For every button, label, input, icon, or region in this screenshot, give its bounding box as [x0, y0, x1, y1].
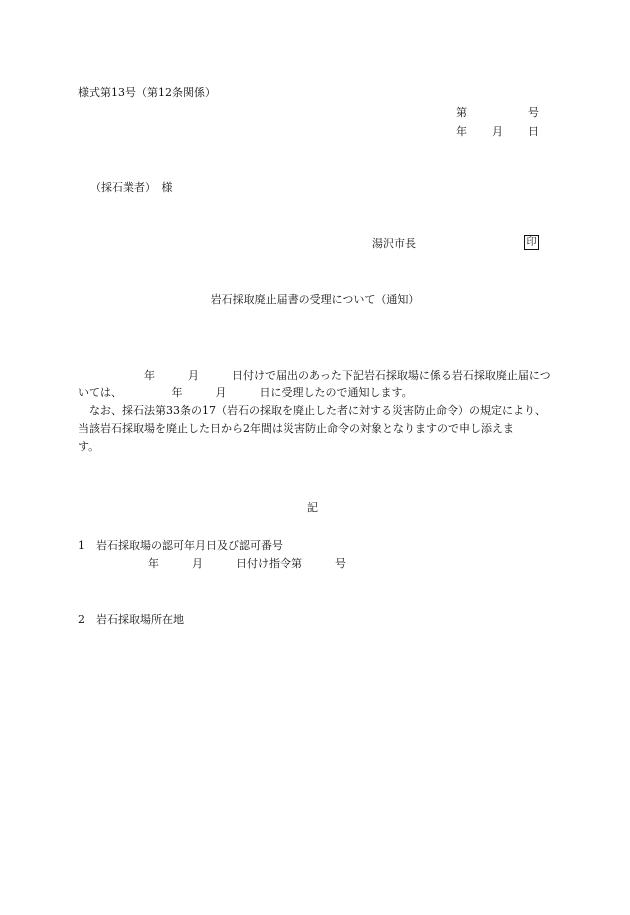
item-1-label: 1 岩石採取場の認可年月日及び認可番号 [78, 539, 283, 552]
body-line-4: 当該岩石採取場を廃止した日から2年間は災害防止命令の対象となりますので申し添えま [78, 422, 514, 435]
doc-date-day: 日 [528, 125, 539, 138]
body-line-1: 年 月 日付けで届出のあった下記岩石採取場に係る岩石採取廃止届につ [78, 369, 551, 382]
doc-number-prefix: 第 [456, 106, 467, 119]
item-1-detail: 年 月 日付け指令第 号 [148, 557, 346, 570]
item-2-label: 2 岩石採取場所在地 [78, 613, 184, 626]
doc-date-month: 月 [492, 125, 503, 138]
seal-stamp: 印 [524, 235, 539, 250]
body-line-5: す。 [78, 440, 100, 453]
doc-date-year: 年 [456, 125, 467, 138]
addressee: （採石業者） 様 [90, 181, 173, 194]
body-line-2: いては、 年 月 日に受理したので通知します。 [78, 386, 413, 399]
ki-heading: 記 [307, 501, 318, 514]
body-line-3: なお、採石法第33条の17（岩石の採取を廃止した者に対する災害防止命令）の規定により、 [78, 404, 546, 417]
sender: 湯沢市長 [372, 237, 416, 250]
doc-number-suffix: 号 [528, 106, 539, 119]
form-number: 様式第13号（第12条関係） [78, 86, 216, 99]
document-title: 岩石採取廃止届書の受理について（通知） [210, 293, 420, 306]
